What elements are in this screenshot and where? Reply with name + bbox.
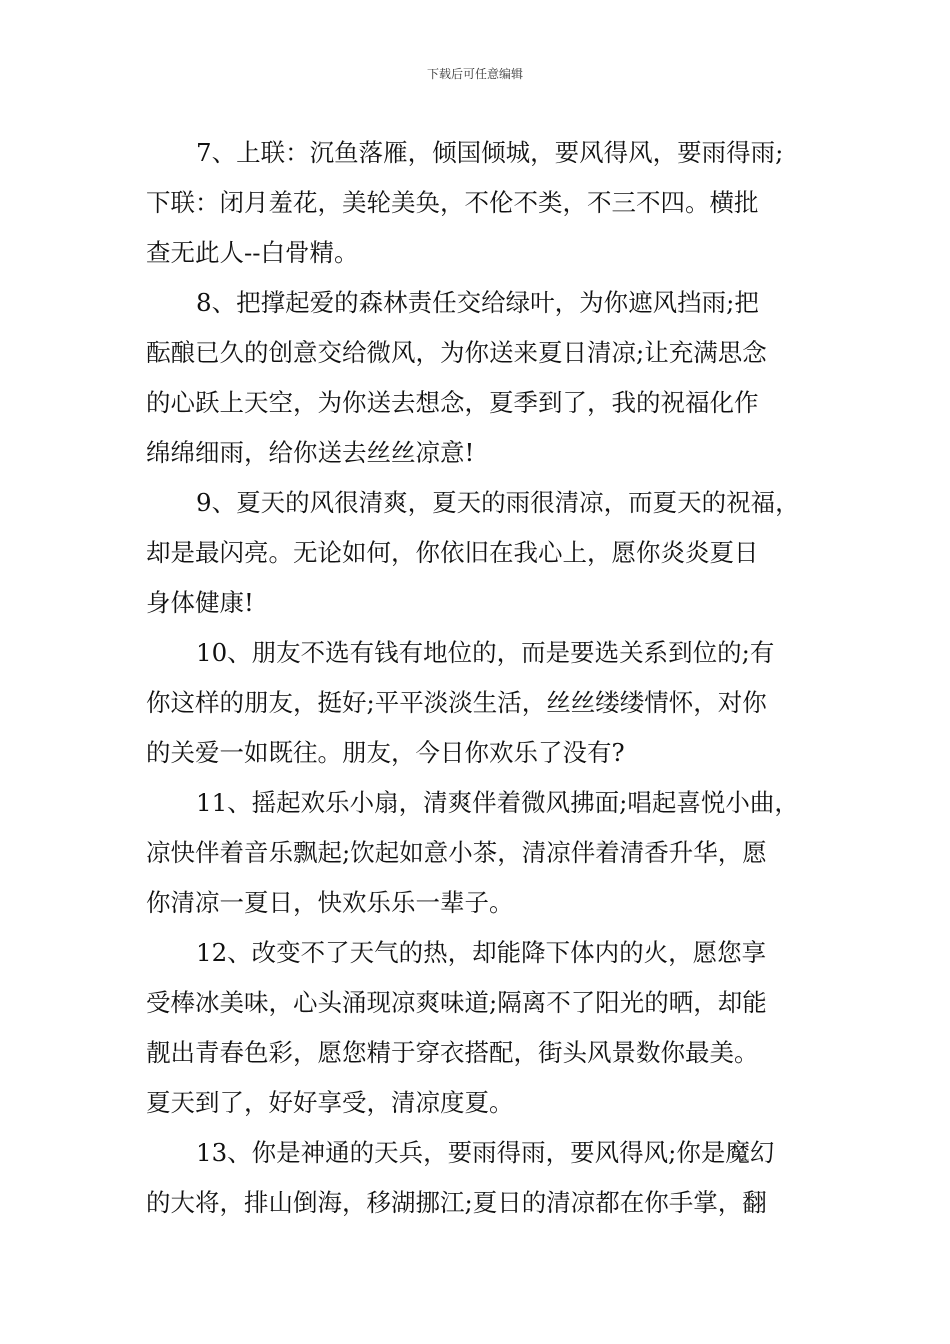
text-line: 9、夏天的风很清爽，夏天的雨很清凉，而夏天的祝福， bbox=[196, 488, 800, 517]
paragraph-10 bbox=[146, 628, 836, 778]
document-body bbox=[146, 128, 836, 1228]
text-line: 的关爱一如既往。朋友，今日你欢乐了没有? bbox=[146, 738, 625, 767]
paragraph-7 bbox=[146, 128, 836, 278]
text-line: 7、上联：沉鱼落雁，倾国倾城，要风得风，要雨得雨; bbox=[196, 138, 784, 167]
text-line: 受棒冰美味，心头涌现凉爽味道;隔离不了阳光的晒，却能 bbox=[146, 988, 767, 1017]
text-line: 12、改变不了天气的热，却能降下体内的火，愿您享 bbox=[196, 938, 767, 967]
text-line: 凉快伴着音乐飘起;饮起如意小茶，清凉伴着清香升华，愿 bbox=[146, 838, 767, 867]
page-header: 下载后可任意编辑 bbox=[426, 67, 523, 81]
paragraph-12 bbox=[146, 928, 836, 1128]
text-line: 13、你是神通的天兵，要雨得雨，要风得风;你是魔幻 bbox=[196, 1138, 775, 1167]
text-line: 的心跃上天空，为你送去想念，夏季到了，我的祝福化作 bbox=[146, 388, 759, 417]
paragraph-9 bbox=[146, 478, 836, 628]
text-line: 身体健康! bbox=[146, 588, 254, 617]
text-line: 的大将，排山倒海，移湖挪江;夏日的清凉都在你手掌，翻 bbox=[146, 1188, 767, 1217]
text-line: 8、把撑起爱的森林责任交给绿叶，为你遮风挡雨;把 bbox=[196, 288, 759, 317]
text-line: 靓出青春色彩，愿您精于穿衣搭配，街头风景数你最美。 bbox=[146, 1038, 759, 1067]
text-line: 查无此人--白骨精。 bbox=[146, 238, 359, 267]
paragraph-13 bbox=[146, 1128, 836, 1228]
text-line: 11、摇起欢乐小扇，清爽伴着微风拂面;唱起喜悦小曲， bbox=[196, 788, 799, 817]
text-line: 却是最闪亮。无论如何，你依旧在我心上，愿你炎炎夏日 bbox=[146, 538, 759, 567]
text-line: 酝酿已久的创意交给微风，为你送来夏日清凉;让充满思念 bbox=[146, 338, 767, 367]
text-line: 你清凉一夏日，快欢乐乐一辈子。 bbox=[146, 888, 514, 917]
text-line: 10、朋友不选有钱有地位的，而是要选关系到位的;有 bbox=[196, 638, 775, 667]
paragraph-11 bbox=[146, 778, 836, 928]
text-line: 你这样的朋友，挺好;平平淡淡生活，丝丝缕缕情怀，对你 bbox=[146, 688, 767, 717]
text-line: 绵绵细雨，给你送去丝丝凉意! bbox=[146, 438, 475, 467]
paragraph-8 bbox=[146, 278, 836, 478]
text-line: 下联：闭月羞花，美轮美奂，不伦不类，不三不四。横批 bbox=[146, 188, 759, 217]
text-line: 夏天到了，好好享受，清凉度夏。 bbox=[146, 1088, 514, 1117]
